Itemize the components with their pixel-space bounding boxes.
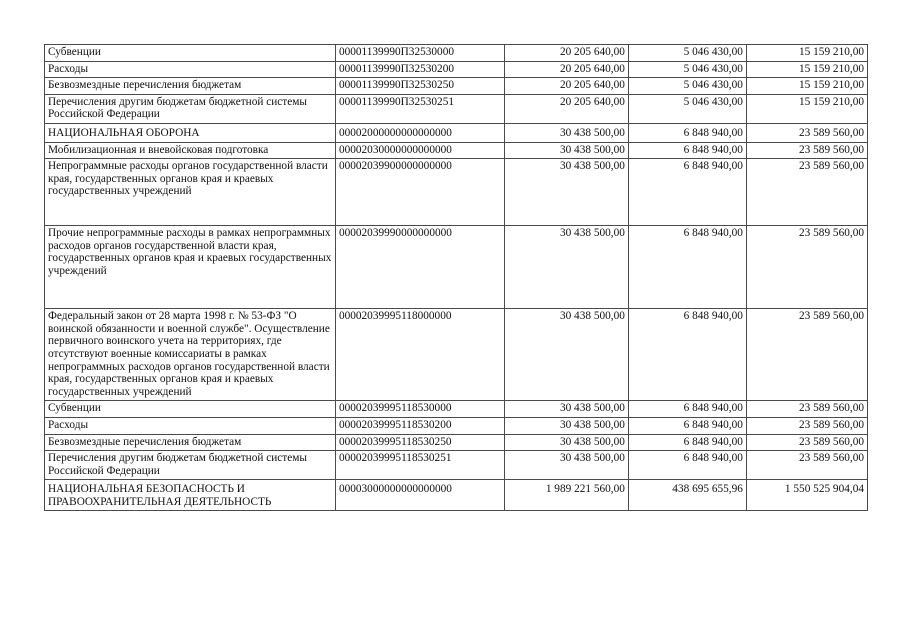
table-row [45,226,868,309]
table-row [45,45,868,62]
row-code-cell: 00002039995118000000 [335,309,504,401]
row-code-cell: 00002039995118530000 [335,401,504,418]
table-row [45,309,868,401]
table-row [45,94,868,123]
row-value-2-cell: 438 695 655,96 [628,480,746,511]
row-value-1-cell: 30 438 500,00 [504,159,628,226]
section-heading-row [45,123,868,142]
table-row [45,434,868,451]
row-value-2-cell: 6 848 940,00 [628,451,746,480]
section-heading-row [45,480,868,511]
row-value-1-cell: 30 438 500,00 [504,451,628,480]
row-name-cell: Безвозмездные перечисления бюджетам [45,78,336,95]
row-code-cell: 00002030000000000000 [335,142,504,159]
section-heading-name-cell: НАЦИОНАЛЬНАЯ БЕЗОПАСНОСТЬ И ПРАВООХРАНИТЕЛЬНАЯ ДЕЯТЕЛЬНОСТЬ [45,480,336,511]
row-value-2-cell: 6 848 940,00 [628,159,746,226]
table-row [45,451,868,480]
row-value-3-cell: 23 589 560,00 [746,417,867,434]
row-value-1-cell: 30 438 500,00 [504,434,628,451]
row-value-2-cell: 5 046 430,00 [628,45,746,62]
row-value-1-cell: 30 438 500,00 [504,401,628,418]
row-value-2-cell: 6 848 940,00 [628,142,746,159]
row-value-1-cell: 20 205 640,00 [504,45,628,62]
row-code-cell: 00002039995118530200 [335,417,504,434]
row-value-3-cell: 23 589 560,00 [746,226,867,309]
row-value-2-cell: 6 848 940,00 [628,434,746,451]
row-value-3-cell: 15 159 210,00 [746,45,867,62]
document-page [44,44,868,511]
section-heading-name-cell: НАЦИОНАЛЬНАЯ ОБОРОНА [45,123,336,142]
row-value-3-cell: 23 589 560,00 [746,401,867,418]
row-code-cell: 00001139990П32530000 [335,45,504,62]
row-value-1-cell: 30 438 500,00 [504,142,628,159]
row-value-2-cell: 6 848 940,00 [628,123,746,142]
row-value-3-cell: 23 589 560,00 [746,123,867,142]
row-code-cell: 00001139990П32530200 [335,61,504,78]
row-value-1-cell: 30 438 500,00 [504,309,628,401]
row-code-cell: 00002039900000000000 [335,159,504,226]
row-value-1-cell: 20 205 640,00 [504,78,628,95]
row-value-3-cell: 23 589 560,00 [746,434,867,451]
row-name-cell: Субвенции [45,401,336,418]
row-value-2-cell: 5 046 430,00 [628,94,746,123]
table-row [45,417,868,434]
row-value-3-cell: 23 589 560,00 [746,159,867,226]
row-value-1-cell: 30 438 500,00 [504,123,628,142]
table-row [45,78,868,95]
row-code-cell: 00002000000000000000 [335,123,504,142]
row-name-cell: Расходы [45,417,336,434]
row-value-2-cell: 6 848 940,00 [628,226,746,309]
row-value-3-cell: 1 550 525 904,04 [746,480,867,511]
table-row [45,142,868,159]
row-name-cell: Перечисления другим бюджетам бюджетной системы Российской Федерации [45,94,336,123]
row-name-cell: Федеральный закон от 28 марта 1998 г. № 53-ФЗ "О воинской обязанности и военной службе". Осуществление первичного воинского учета на территориях, где отсутствуют военные комиссариаты в рамках непрограммных расходов органов государственной власти края, государственных органов края и краевых государственных учреждений [45,309,336,401]
row-value-2-cell: 6 848 940,00 [628,401,746,418]
row-value-3-cell: 23 589 560,00 [746,451,867,480]
row-value-1-cell: 30 438 500,00 [504,226,628,309]
row-value-3-cell: 15 159 210,00 [746,94,867,123]
row-code-cell: 00001139990П32530251 [335,94,504,123]
budget-table [44,44,868,511]
row-value-2-cell: 5 046 430,00 [628,61,746,78]
table-row [45,61,868,78]
row-value-3-cell: 23 589 560,00 [746,142,867,159]
row-code-cell: 00002039990000000000 [335,226,504,309]
row-value-1-cell: 20 205 640,00 [504,94,628,123]
row-name-cell: Непрограммные расходы органов государственной власти края, государственных органов края и краевых государственных учреждений [45,159,336,226]
row-value-1-cell: 30 438 500,00 [504,417,628,434]
row-value-2-cell: 5 046 430,00 [628,78,746,95]
row-value-3-cell: 15 159 210,00 [746,78,867,95]
row-value-2-cell: 6 848 940,00 [628,309,746,401]
table-row [45,401,868,418]
row-value-1-cell: 20 205 640,00 [504,61,628,78]
row-name-cell: Мобилизационная и вневойсковая подготовка [45,142,336,159]
row-name-cell: Безвозмездные перечисления бюджетам [45,434,336,451]
row-code-cell: 00002039995118530250 [335,434,504,451]
row-value-3-cell: 23 589 560,00 [746,309,867,401]
row-name-cell: Прочие непрограммные расходы в рамках непрограммных расходов органов государственной власти края, государственных органов края и краевых государственных учреждений [45,226,336,309]
row-code-cell: 00003000000000000000 [335,480,504,511]
row-code-cell: 00002039995118530251 [335,451,504,480]
row-name-cell: Субвенции [45,45,336,62]
row-value-1-cell: 1 989 221 560,00 [504,480,628,511]
table-row [45,159,868,226]
row-name-cell: Перечисления другим бюджетам бюджетной системы Российской Федерации [45,451,336,480]
row-code-cell: 00001139990П32530250 [335,78,504,95]
row-name-cell: Расходы [45,61,336,78]
row-value-2-cell: 6 848 940,00 [628,417,746,434]
row-value-3-cell: 15 159 210,00 [746,61,867,78]
